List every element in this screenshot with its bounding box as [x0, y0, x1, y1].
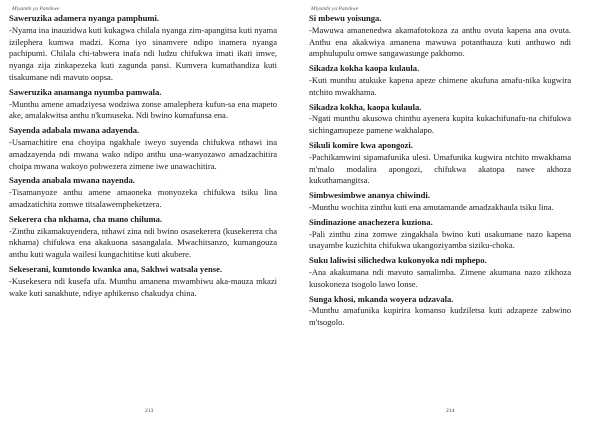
proverb-entry	[309, 190, 571, 214]
proverb-title: Sunga khosi, mkanda woyera udzavala.	[309, 293, 454, 304]
proverb-entry	[309, 13, 571, 60]
running-head: Miyambi ya Patsikwe	[311, 6, 359, 12]
proverb-entry	[309, 255, 571, 290]
proverb-entry	[309, 63, 571, 98]
page-number: 214	[446, 408, 455, 414]
proverb-explanation: -Mawuwa amanenedwa akamafotokoza za anthu ovuta kapena ana ovuta. Anthu ena akakwiya amanena mawuwa potanthauza kuti anthuwo ndi amphulupulu omwe sangawasunge pakhomo.	[309, 24, 571, 59]
proverb-entry	[9, 264, 277, 299]
page-content	[9, 13, 277, 302]
proverb-title: Sayenda adabala mwana adayenda.	[9, 125, 140, 136]
proverb-entry	[309, 102, 571, 137]
proverb-explanation: -Pachikamwini sipamafunika ulesi. Umafunika kugwira ntchito mwakhama m'malo modalira apongozi, chifukwa akatopa nawe akhoza kukuthamangitsa.	[309, 151, 571, 186]
proverb-explanation: -Kuti munthu atukuke kapena apeze chimene akufuna amafu-nika kugwira ntchito mwakhama.	[309, 74, 571, 97]
proverb-title: Sikuli komire kwa apongozi.	[309, 139, 413, 150]
proverb-title: Saweruzika anamanga nyumba pamwala.	[9, 86, 162, 97]
proverb-explanation: -Pali zinthu zina zomwe zingakhala bwino kuti usakumane nazo kapena usayambe kuzichita chifukwa ukangoziyamba siziku-choka.	[309, 228, 571, 251]
proverb-title: Sekeserani, kumtondo kwanka ana, Sakhwi watsala yense.	[9, 263, 223, 274]
running-head: Miyambi ya Patsikwe	[12, 6, 60, 12]
page-content	[309, 13, 571, 332]
proverb-title: Sindinazione anachezera kuziona.	[309, 216, 433, 227]
proverb-explanation: -Ngati munthu akusowa chinthu ayenera kupita kukachifunafu-na chifukwa sichingamupeze pamene wakhalapo.	[309, 113, 571, 136]
proverb-title: Suku laliwisi silichedwa kukonyoka ndi mphepo.	[309, 255, 487, 266]
page-number: 213	[145, 408, 154, 414]
proverb-explanation: -Ana akakumana ndi mavuto samalimba. Zimene akumana nazo zikhoza kusokoneza tsogolo lawo lonse.	[309, 266, 571, 289]
proverb-explanation: -Kusekesera ndi kusefa ufa. Munthu amanena mwambiwu aka-mauza mkazi wake kuti sanakhute, ndiye aphikenso chakudya china.	[9, 275, 277, 298]
proverb-title: Sikadza kokha kaopa kulaula.	[309, 63, 420, 74]
proverb-title: Sekerera cha nkhama, cha mano chiluma.	[9, 213, 162, 224]
proverb-title: Saweruzika adamera nyanga pamphumi.	[9, 13, 160, 23]
proverb-title: Sikadza kokha, kaopa kulaula.	[309, 101, 422, 112]
proverb-explanation: -Munthu wochita zinthu kuti ena amutamande amadzakhaula tsiku lina.	[309, 201, 554, 212]
proverb-explanation: -Munthu amene amadziyesa wodziwa zonse amalephera kufun-sa ena mapeto ake, amalakwitsa anthu n'kumuseka. Ndi bwino kumafunsa ena.	[9, 98, 277, 121]
proverb-entry	[9, 214, 277, 261]
proverb-entry	[9, 13, 277, 84]
proverb-explanation: -Tisamanyoze anthu amene amaoneka monyozeka chifukwa tsiku lina amadzatichita zomwe titsalawempheketzera.	[9, 187, 277, 209]
proverb-entry	[309, 294, 571, 329]
proverb-title: Sayenda anabala mwana nayenda.	[9, 175, 135, 186]
proverb-explanation: -Zinthu zikamakuyendera, nthawi zina ndi bwino osasekerera (kusekerera cha nkhama) chifukwa ena akakuona sasangalala. Mwachitsanzo, kumangouza anthu kuti wagula wailesi kungachititse kuti akubere.	[9, 225, 277, 260]
proverb-explanation: -Munthu amafunika kupirira komanso kudziletsa kuti adzapeze zabwino m'tsogolo.	[309, 305, 571, 328]
right-page	[300, 0, 600, 424]
proverb-entry	[309, 140, 571, 187]
proverb-entry	[309, 217, 571, 252]
proverb-title: Simbwesimbwe ananya chiwindi.	[309, 190, 430, 201]
proverb-entry	[9, 125, 277, 172]
proverb-entry	[9, 175, 277, 210]
proverb-title: Si mbewu yoisunga.	[309, 13, 382, 23]
proverb-explanation: -Nyama ina inauzidwa kuti kukagwa chilala nyanga zim-apangitsa kuti nyama izilephera kumwa madzi. Koma iyo sinamvere ndipo inamera nyanga pachipumi. Chilala chi-tabwera inafa ndi ludzu chifukwa imati ikati imwe, nyanga zija zinkapezeka kuti zagunda pansi. Kumvera kumathandiza kuti tisakumane ndi mavuto oopsa.	[9, 24, 277, 82]
proverb-entry	[9, 87, 277, 122]
proverb-explanation: -Usamachitire ena choyipa ngakhale iweyo suyenda chifukwa nthawi ina amadzayenda ndi mwana wako ndipo anthu una-wanyozawo amadzachitira choipa mwana wakoyo pobwezera zimene iwe unawachitira.	[9, 136, 277, 171]
